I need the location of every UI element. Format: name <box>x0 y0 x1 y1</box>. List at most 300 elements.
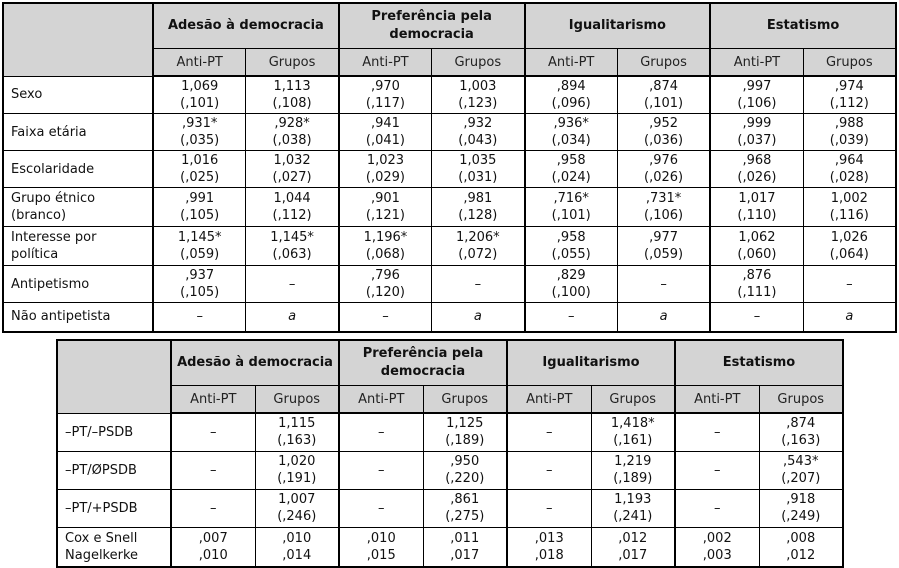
cell-line: – <box>196 309 203 325</box>
cell-line: – <box>714 424 721 440</box>
header-group-row <box>57 340 843 386</box>
column-subheader: Grupos <box>759 386 843 414</box>
cell-line: (,106) <box>644 208 684 223</box>
cell-line: (,039) <box>829 133 869 148</box>
column-subheader: Grupos <box>423 386 507 414</box>
cell-line: (,026) <box>737 170 777 185</box>
cell-line: (,029) <box>365 170 405 185</box>
cell-line: ,003 <box>702 547 732 563</box>
cell-line: ,017 <box>450 547 480 563</box>
cell-line: – <box>846 276 853 292</box>
data-cell <box>153 303 246 332</box>
data-cell <box>255 489 339 527</box>
data-cell <box>339 151 432 188</box>
cell-line: – <box>378 424 385 440</box>
cell-line: – <box>210 424 217 440</box>
cell-line: – <box>546 424 553 440</box>
cell-line: (,246) <box>277 509 317 524</box>
cell-line: ,932 <box>463 116 493 131</box>
data-cell <box>246 188 339 227</box>
cell-line: (,026) <box>644 170 684 185</box>
cell-line: – <box>378 500 385 516</box>
column-subheader: Anti-PT <box>675 386 759 414</box>
cell-line: (,035) <box>180 133 220 148</box>
row-label <box>3 227 153 266</box>
data-cell <box>255 451 339 489</box>
cell-line: ,991 <box>185 191 215 206</box>
cell-line: ,999 <box>742 116 772 131</box>
cell-line: (,117) <box>365 96 405 111</box>
cell-line: ,964 <box>834 153 864 168</box>
data-cell <box>803 227 896 266</box>
cell-line: ,861 <box>450 492 480 507</box>
data-cell <box>710 303 803 332</box>
data-cell <box>759 451 843 489</box>
cell-line: – <box>546 462 553 478</box>
row-label <box>57 413 171 451</box>
cell-line: ,977 <box>649 230 679 245</box>
cell-line: 1,193 <box>614 492 652 507</box>
data-cell <box>432 151 525 188</box>
data-cell <box>525 188 618 227</box>
data-cell <box>423 527 507 567</box>
corner-cell <box>3 3 153 76</box>
cell-line: ,941 <box>370 116 400 131</box>
data-cell <box>759 527 843 567</box>
data-cell <box>255 527 339 567</box>
cell-line: (,163) <box>781 433 821 449</box>
row-label <box>3 76 153 114</box>
row-label-line: Cox e Snell <box>65 530 138 546</box>
cell-line: – <box>546 500 553 516</box>
cell-line: ,543* <box>783 454 819 469</box>
cell-line: (,120) <box>365 285 405 300</box>
data-cell <box>171 527 255 567</box>
cell-line: – <box>753 309 761 325</box>
data-cell <box>591 489 675 527</box>
data-cell <box>525 151 618 188</box>
cell-line: (,100) <box>551 285 591 300</box>
cell-line: – <box>567 309 575 325</box>
data-cell <box>246 303 339 332</box>
data-cell <box>246 114 339 151</box>
cell-line: ,002 <box>702 530 732 546</box>
cell-line: – <box>714 462 721 478</box>
data-cell <box>153 151 246 188</box>
data-cell <box>339 489 423 527</box>
row-label-line: Escolaridade <box>11 161 95 177</box>
data-cell <box>710 266 803 303</box>
table-row <box>57 489 843 527</box>
cell-line: (,043) <box>458 133 498 148</box>
cell-line: (,101) <box>180 96 220 111</box>
cell-line: ,936* <box>553 116 589 131</box>
row-label-line: Nagelkerke <box>65 547 139 563</box>
cell-line: 1,115 <box>278 416 316 432</box>
cell-line: ,014 <box>282 547 312 563</box>
table-row <box>57 413 843 451</box>
data-cell <box>153 76 246 114</box>
data-cell <box>759 413 843 451</box>
cell-line: ,901 <box>370 191 400 206</box>
column-group-header: Igualitarismo <box>525 3 711 49</box>
data-cell <box>617 151 710 188</box>
data-cell <box>339 188 432 227</box>
data-cell <box>617 76 710 114</box>
column-subheader: Grupos <box>617 49 710 77</box>
cell-line: ,010 <box>198 547 228 563</box>
cell-line: ,874 <box>649 79 679 94</box>
data-cell <box>339 303 432 332</box>
cell-line: (,037) <box>737 133 777 148</box>
cell-line: (,191) <box>277 471 317 486</box>
cell-line: a <box>845 309 854 325</box>
data-cell <box>153 227 246 266</box>
cell-line: (,059) <box>644 247 684 262</box>
cell-line: (,161) <box>613 433 653 449</box>
data-cell <box>617 227 710 266</box>
corner-cell <box>57 340 171 413</box>
cell-line: (,025) <box>180 170 220 185</box>
data-cell <box>432 303 525 332</box>
cell-line: ,018 <box>534 547 564 563</box>
data-cell <box>339 227 432 266</box>
cell-line: 1,125 <box>446 416 484 432</box>
row-label-line: Interesse por <box>11 230 97 245</box>
data-cell <box>525 266 618 303</box>
data-cell <box>803 188 896 227</box>
cell-line: (,031) <box>458 170 498 185</box>
cell-line: ,997 <box>742 79 772 94</box>
cell-line: (,027) <box>272 170 312 185</box>
table-group-predictors <box>56 339 844 568</box>
data-cell <box>617 303 710 332</box>
row-label-line: Grupo étnico <box>11 191 96 206</box>
cell-line: ,970 <box>370 79 400 94</box>
cell-line: ,981 <box>463 191 493 206</box>
cell-line: ,976 <box>649 153 679 168</box>
row-label-line: Não antipetista <box>11 309 111 325</box>
column-subheader: Grupos <box>803 49 896 77</box>
row-label-line: –PT/+PSDB <box>65 500 138 516</box>
column-group-header: Igualitarismo <box>507 340 675 386</box>
table-row <box>3 114 896 151</box>
column-subheader: Anti-PT <box>710 49 803 77</box>
cell-line: (,105) <box>180 208 220 223</box>
table-row <box>3 227 896 266</box>
cell-line: ,012 <box>786 547 816 563</box>
header-sub-row <box>57 386 843 414</box>
data-cell <box>525 76 618 114</box>
cell-line: (,101) <box>644 96 684 111</box>
cell-line: 1,418* <box>610 416 655 432</box>
cell-line: ,008 <box>786 530 816 546</box>
data-cell <box>710 151 803 188</box>
cell-line: (,106) <box>737 96 777 111</box>
cell-line: 1,032 <box>273 153 311 168</box>
cell-line: (,189) <box>613 471 653 486</box>
data-cell <box>803 303 896 332</box>
cell-line: (,207) <box>781 471 821 486</box>
cell-line: ,731* <box>645 191 682 206</box>
cell-line: 1,026 <box>830 230 868 245</box>
data-cell <box>675 489 759 527</box>
row-label-line: Sexo <box>11 87 43 103</box>
cell-line: (,111) <box>737 285 777 300</box>
cell-line: (,105) <box>180 285 220 300</box>
column-group-header: Adesão à democracia <box>171 340 339 386</box>
data-cell <box>432 227 525 266</box>
cell-line: ,011 <box>450 530 480 546</box>
data-cell <box>171 489 255 527</box>
cell-line: (,108) <box>272 96 312 111</box>
data-cell <box>710 114 803 151</box>
data-cell <box>171 413 255 451</box>
column-group-header: Preferência pela democracia <box>339 3 525 49</box>
data-cell <box>675 451 759 489</box>
column-subheader: Anti-PT <box>339 49 432 77</box>
column-subheader: Anti-PT <box>507 386 591 414</box>
cell-line: ,874 <box>786 416 816 432</box>
cell-line: (,055) <box>551 247 591 262</box>
cell-line: – <box>210 462 217 478</box>
cell-line: 1,017 <box>738 191 776 206</box>
cell-line: ,974 <box>834 79 864 94</box>
row-label-line: –PT/–PSDB <box>65 424 134 440</box>
data-cell <box>432 114 525 151</box>
data-cell <box>803 76 896 114</box>
cell-line: (,024) <box>551 170 591 185</box>
cell-line: (,068) <box>365 247 405 262</box>
cell-line: (,059) <box>180 247 220 262</box>
row-label-line: (branco) <box>11 208 67 223</box>
data-cell <box>153 266 246 303</box>
column-group-header: Estatismo <box>675 340 843 386</box>
data-cell <box>710 76 803 114</box>
data-cell <box>246 266 339 303</box>
cell-line: 1,069 <box>181 79 219 94</box>
table-row <box>57 451 843 489</box>
cell-line: ,931* <box>181 116 218 131</box>
data-cell <box>171 451 255 489</box>
column-subheader: Anti-PT <box>339 386 423 414</box>
data-cell <box>710 227 803 266</box>
header-group-row <box>3 3 896 49</box>
cell-line: 1,196* <box>363 230 408 245</box>
cell-line: ,937 <box>185 268 215 283</box>
cell-line: 1,020 <box>278 454 316 469</box>
cell-line: (,112) <box>829 96 869 111</box>
cell-line: ,017 <box>618 547 648 563</box>
cell-line: a <box>473 309 482 325</box>
row-label <box>3 151 153 188</box>
column-subheader: Anti-PT <box>171 386 255 414</box>
data-cell <box>339 451 423 489</box>
row-label <box>57 489 171 527</box>
column-group-header: Preferência pela democracia <box>339 340 507 386</box>
cell-line: (,128) <box>458 208 498 223</box>
cell-line: – <box>714 500 721 516</box>
table-row <box>3 151 896 188</box>
row-label-line: Faixa etária <box>11 124 87 140</box>
data-cell <box>339 266 432 303</box>
cell-line: 1,016 <box>181 153 219 168</box>
data-cell <box>803 266 896 303</box>
cell-line: ,950 <box>450 454 480 469</box>
data-cell <box>507 489 591 527</box>
data-cell <box>507 451 591 489</box>
cell-line: (,110) <box>737 208 777 223</box>
table-row <box>3 188 896 227</box>
cell-line: – <box>210 500 217 516</box>
cell-line: 1,145* <box>177 230 222 245</box>
cell-line: ,968 <box>742 153 772 168</box>
cell-line: 1,002 <box>830 191 868 206</box>
data-cell <box>803 151 896 188</box>
column-group-header: Adesão à democracia <box>153 3 339 49</box>
cell-line: 1,003 <box>459 79 497 94</box>
data-cell <box>339 76 432 114</box>
row-label-line: política <box>11 247 59 262</box>
cell-line: (,036) <box>644 133 684 148</box>
data-cell <box>507 527 591 567</box>
cell-line: – <box>288 276 296 292</box>
cell-line: – <box>378 462 385 478</box>
cell-line: – <box>660 276 667 292</box>
data-cell <box>153 114 246 151</box>
row-label <box>3 303 153 332</box>
cell-line: (,163) <box>277 433 317 449</box>
row-label <box>57 527 171 567</box>
data-cell <box>617 266 710 303</box>
data-cell <box>710 188 803 227</box>
data-cell <box>423 451 507 489</box>
data-cell <box>423 489 507 527</box>
cell-line: a <box>288 309 297 325</box>
cell-line: (,116) <box>829 208 869 223</box>
table-individual-predictors <box>2 2 897 333</box>
cell-line: (,241) <box>613 509 653 524</box>
cell-line: (,220) <box>445 471 485 486</box>
cell-line: (,275) <box>445 509 485 524</box>
data-cell <box>246 76 339 114</box>
data-cell <box>675 527 759 567</box>
cell-line: ,013 <box>534 530 564 546</box>
cell-line: ,012 <box>618 530 648 546</box>
cell-line: (,034) <box>551 133 591 148</box>
row-label <box>3 266 153 303</box>
data-cell <box>255 413 339 451</box>
data-cell <box>432 76 525 114</box>
cell-line: (,038) <box>272 133 312 148</box>
data-cell <box>339 527 423 567</box>
cell-line: 1,023 <box>366 153 405 168</box>
table-row <box>57 527 843 567</box>
data-cell <box>507 413 591 451</box>
cell-line: 1,007 <box>278 492 316 507</box>
cell-line: ,829 <box>556 268 586 283</box>
table-row <box>3 76 896 114</box>
data-cell <box>246 151 339 188</box>
row-label <box>57 451 171 489</box>
cell-line: 1,113 <box>273 79 311 94</box>
column-group-header: Estatismo <box>710 3 896 49</box>
data-cell <box>759 489 843 527</box>
data-cell <box>803 114 896 151</box>
column-subheader: Grupos <box>255 386 339 414</box>
data-cell <box>339 114 432 151</box>
cell-line: 1,145* <box>270 230 314 245</box>
data-cell <box>423 413 507 451</box>
cell-line: (,189) <box>445 433 485 449</box>
column-subheader: Anti-PT <box>153 49 246 77</box>
data-cell <box>339 413 423 451</box>
cell-line: (,060) <box>737 247 777 262</box>
data-cell <box>591 413 675 451</box>
cell-line: ,876 <box>742 268 772 283</box>
data-cell <box>246 227 339 266</box>
cell-line: (,249) <box>781 509 821 524</box>
cell-line: 1,206* <box>455 230 500 245</box>
cell-line: 1,035 <box>459 153 497 168</box>
column-subheader: Grupos <box>591 386 675 414</box>
cell-line: (,112) <box>272 208 312 223</box>
cell-line: ,716* <box>553 191 589 206</box>
cell-line: (,063) <box>272 247 312 262</box>
cell-line: (,041) <box>365 133 405 148</box>
cell-line: ,010 <box>282 530 312 546</box>
column-subheader: Anti-PT <box>525 49 618 77</box>
data-cell <box>591 527 675 567</box>
cell-line: (,028) <box>829 170 869 185</box>
cell-line: ,015 <box>366 547 396 563</box>
row-label <box>3 114 153 151</box>
column-subheader: Grupos <box>246 49 339 77</box>
row-label <box>3 188 153 227</box>
cell-line: ,988 <box>834 116 864 131</box>
cell-line: ,958 <box>556 230 586 245</box>
data-cell <box>525 227 618 266</box>
data-cell <box>525 114 618 151</box>
cell-line: ,918 <box>786 492 816 507</box>
cell-line: (,123) <box>458 96 498 111</box>
cell-line: (,072) <box>458 247 498 262</box>
cell-line: (,064) <box>829 247 869 262</box>
table-row <box>3 266 896 303</box>
data-cell <box>617 188 710 227</box>
cell-line: 1,062 <box>738 230 776 245</box>
cell-line: ,796 <box>370 268 400 283</box>
data-cell <box>617 114 710 151</box>
cell-line: 1,044 <box>273 191 311 206</box>
cell-line: (,101) <box>551 208 591 223</box>
cell-line: a <box>659 309 668 325</box>
row-label-line: Antipetismo <box>11 276 90 292</box>
data-cell <box>675 413 759 451</box>
data-cell <box>525 303 618 332</box>
cell-line: (,096) <box>551 96 591 111</box>
data-cell <box>432 266 525 303</box>
cell-line: ,952 <box>649 116 679 131</box>
data-cell <box>153 188 246 227</box>
cell-line: (,121) <box>365 208 405 223</box>
cell-line: – <box>474 276 482 292</box>
cell-line: ,010 <box>366 530 396 546</box>
column-subheader: Grupos <box>432 49 525 77</box>
cell-line: – <box>382 309 389 325</box>
data-cell <box>432 188 525 227</box>
cell-line: ,958 <box>556 153 586 168</box>
